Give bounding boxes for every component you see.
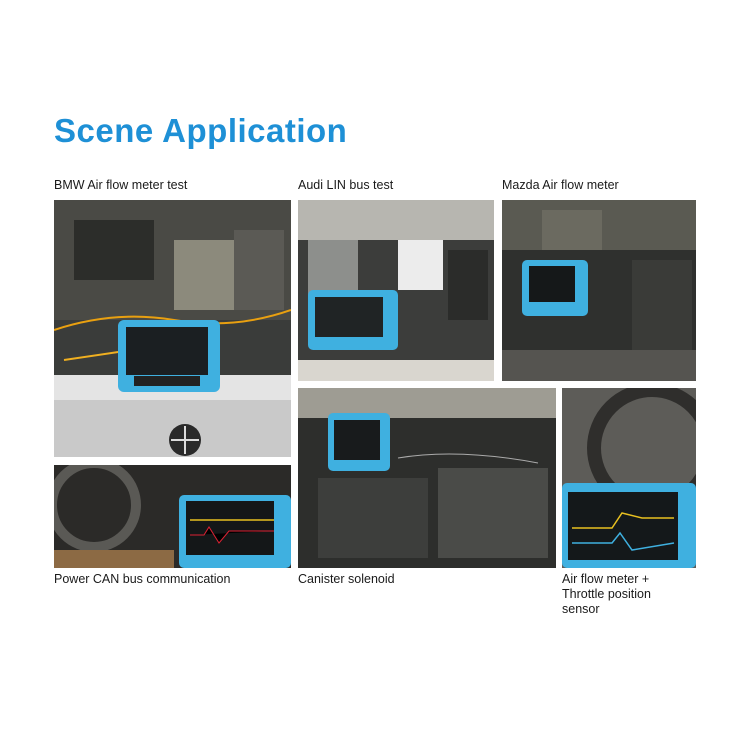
caption-canister: Canister solenoid <box>298 572 395 586</box>
photo-canister <box>298 388 556 568</box>
photo-audi <box>298 200 494 381</box>
caption-bmw: BMW Air flow meter test <box>54 178 188 192</box>
photo-airflow <box>562 388 696 568</box>
caption-airflow-line1: Air flow meter + <box>562 572 650 586</box>
caption-can: Power CAN bus communication <box>54 572 231 586</box>
caption-audi: Audi LIN bus test <box>298 178 394 192</box>
caption-airflow <box>562 572 651 617</box>
caption-mazda: Mazda Air flow meter <box>502 178 619 192</box>
photo-can <box>54 465 291 568</box>
page-title: Scene Application <box>54 112 348 149</box>
photo-bmw <box>54 200 291 457</box>
photo-mazda <box>502 200 696 381</box>
caption-airflow-line2: Throttle position <box>562 587 651 601</box>
caption-airflow-line3: sensor <box>562 602 600 616</box>
